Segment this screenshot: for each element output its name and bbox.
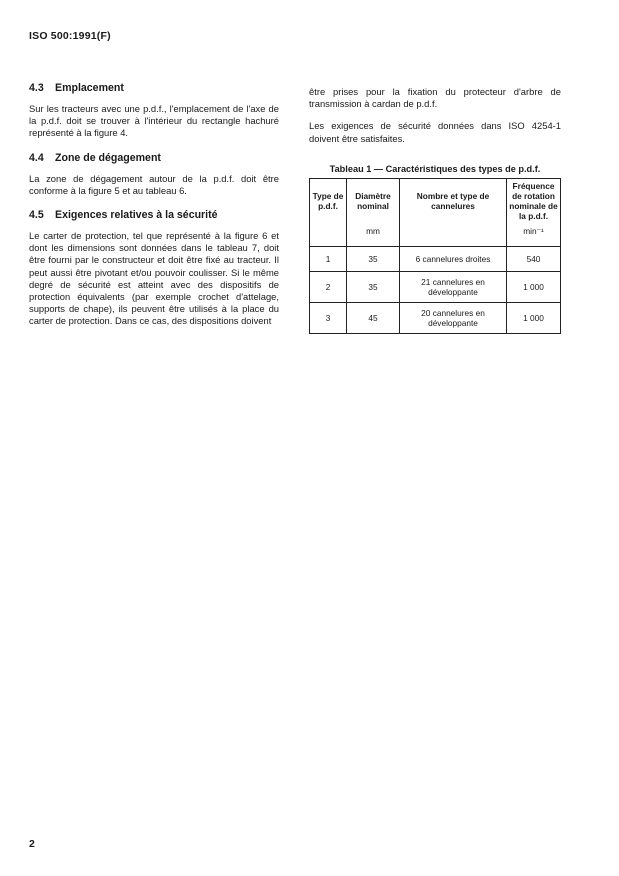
unit-frequency: min⁻¹ <box>507 223 561 247</box>
pto-types-table <box>309 178 561 334</box>
section-paragraph: La zone de dégagement autour de la p.d.f. doit être conforme à la figure 5 et au tableau 6. <box>29 172 279 196</box>
table-unit-row <box>310 223 561 247</box>
header-type: Type de p.d.f. <box>310 179 347 224</box>
table-row <box>310 272 561 303</box>
cell-diameter: 35 <box>347 247 400 272</box>
right-column <box>309 86 561 334</box>
section-paragraph: Sur les tracteurs avec une p.d.f., l'emplacement de l'axe de la p.d.f. doit se trouver à l'intérieur du rectangle hachuré représenté à la figure 4. <box>29 103 279 139</box>
cell-frequency: 1 000 <box>507 272 561 303</box>
section-number: 4.5 <box>29 209 44 222</box>
section-heading <box>29 209 279 222</box>
section-number: 4.4 <box>29 151 44 164</box>
cell-splines: 20 cannelures en développante <box>400 303 507 334</box>
table-row <box>310 303 561 334</box>
cell-type: 1 <box>310 247 347 272</box>
header-splines: Nombre et type de cannelures <box>400 179 507 224</box>
unit-type <box>310 223 347 247</box>
section-number: 4.3 <box>29 82 44 94</box>
section-4-3 <box>29 82 279 140</box>
document-id: ISO 500:1991(F) <box>29 30 111 42</box>
cell-frequency: 1 000 <box>507 303 561 334</box>
section-title: Emplacement <box>55 82 124 94</box>
section-heading <box>29 152 279 165</box>
header-frequency: Fréquence de rotation nominale de la p.d.f. <box>507 179 561 224</box>
cell-frequency: 540 <box>507 247 561 272</box>
cell-splines: 21 cannelures en développante <box>400 272 507 303</box>
page-number: 2 <box>29 838 35 850</box>
section-paragraph-continued: être prises pour la fixation du protecteur d'arbre de transmission à cardan de p.d.f. <box>309 86 561 110</box>
header-diameter: Diamètre nominal <box>347 179 400 224</box>
cell-splines: 6 cannelures droites <box>400 247 507 272</box>
cell-diameter: 45 <box>347 303 400 334</box>
table-row <box>310 247 561 272</box>
section-4-4 <box>29 152 279 197</box>
section-title: Exigences relatives à la sécurité <box>55 209 218 222</box>
unit-splines <box>400 223 507 247</box>
table-title: Tableau 1 — Caractéristiques des types de p.d.f. <box>329 163 541 174</box>
unit-diameter: mm <box>347 223 400 247</box>
section-heading <box>29 82 279 95</box>
cell-type: 2 <box>310 272 347 303</box>
cell-type: 3 <box>310 303 347 334</box>
section-4-5 <box>29 209 279 328</box>
cell-diameter: 35 <box>347 272 400 303</box>
table-header-row <box>310 179 561 224</box>
section-title: Zone de dégagement <box>55 151 161 164</box>
section-paragraph: Le carter de protection, tel que représenté à la figure 6 et dont les dimensions sont données dans le tableau 7, doit être fourni par le constructeur et doit être fixé au tracteur. Il peut aussi être pivotant et/ou pouvoir coulisser. Si le même degré de sécurité est atteint avec des dispositifs de protection équivalents (par exemple crochet d'attelage, supports de chape), ils peuvent être utilisés à la place du carter de protection. Dans ce cas, des dispositions doivent <box>29 230 279 327</box>
left-column <box>29 82 279 340</box>
section-paragraph: Les exigences de sécurité données dans ISO 4254-1 doivent être satisfaites. <box>309 120 561 144</box>
